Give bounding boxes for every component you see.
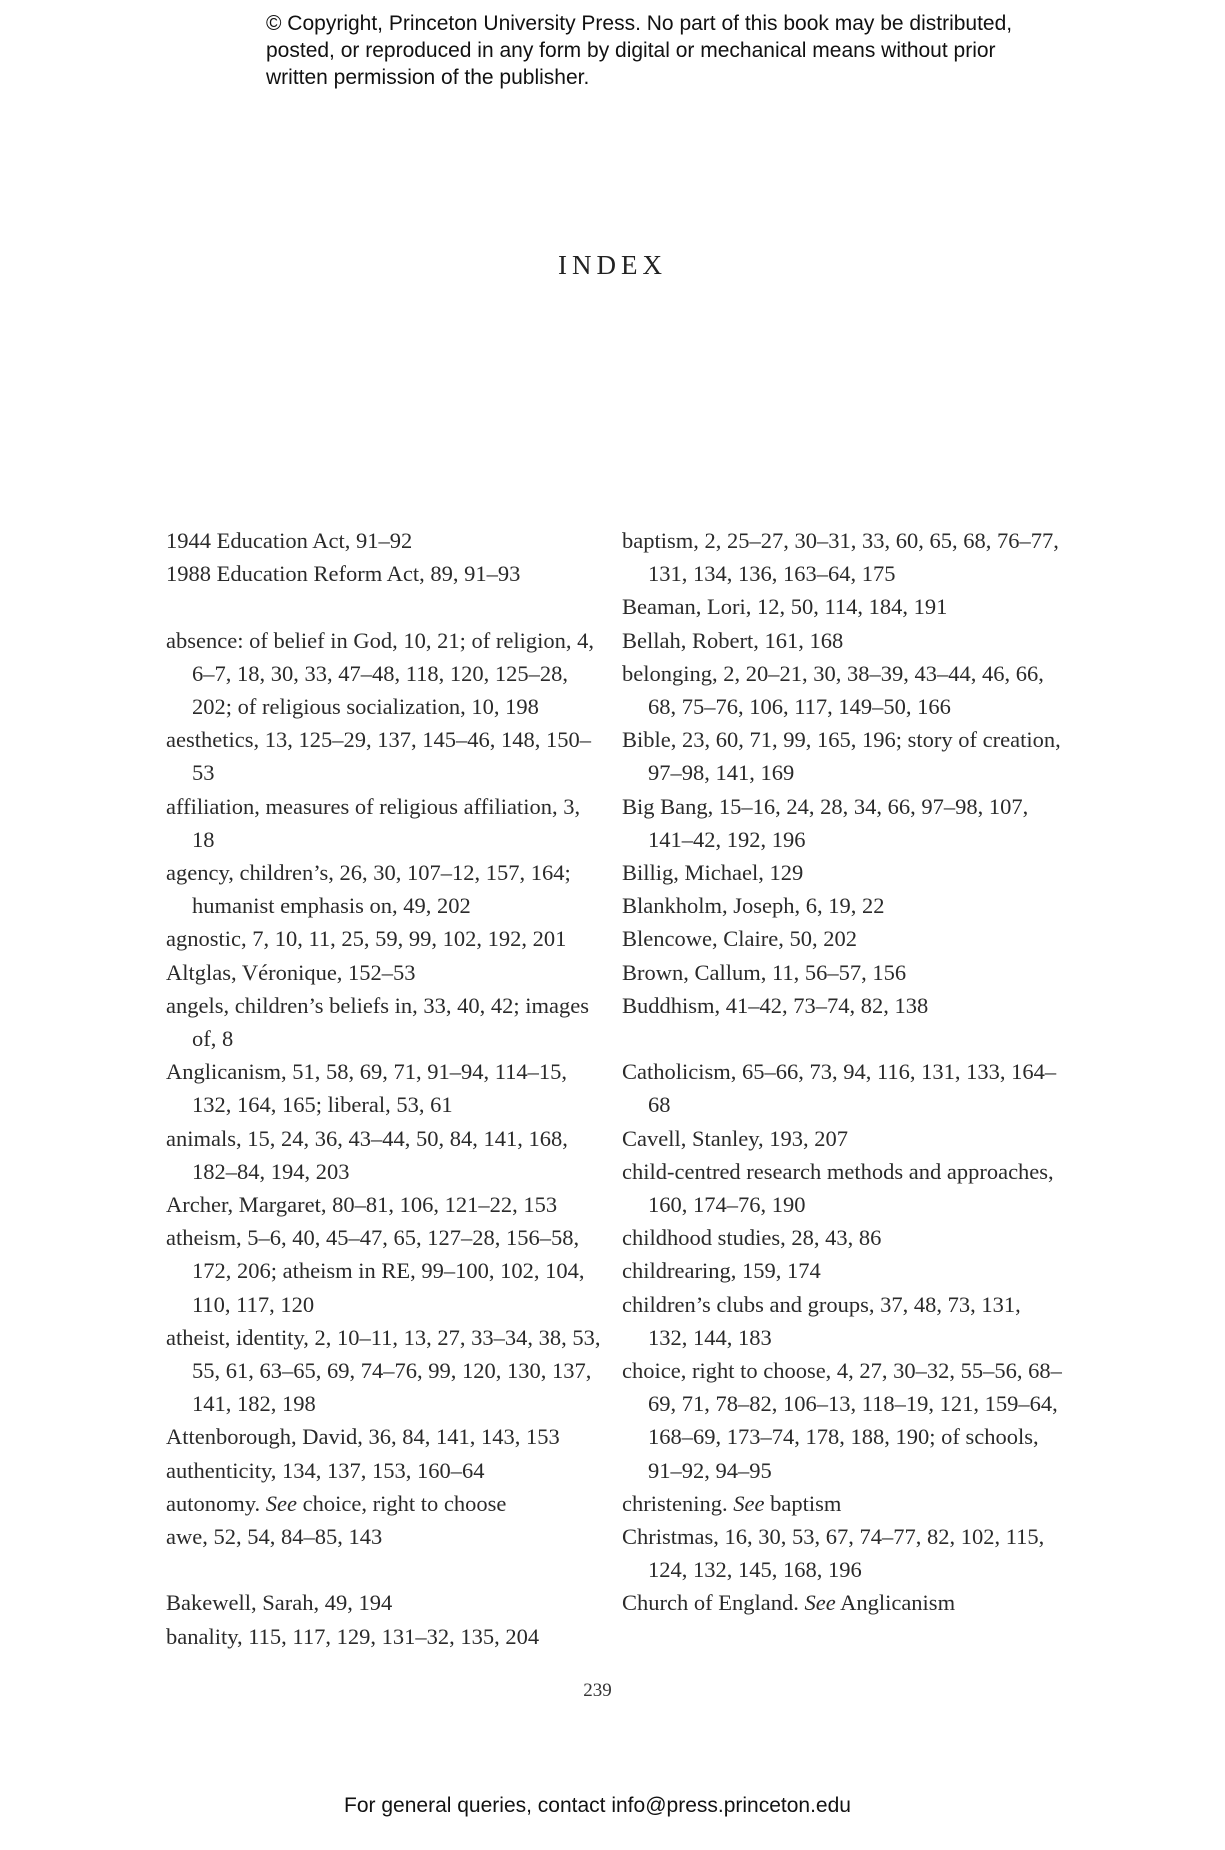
index-entry: agency, children’s, 26, 30, 107–12, 157, 164; humanist emphasis on, 49, 202 <box>166 860 571 919</box>
index-entry: Blankholm, Joseph, 6, 19, 22 <box>622 893 885 919</box>
index-entry-term: autonomy. <box>166 1490 266 1516</box>
index-entry: Altglas, Véronique, 152–53 <box>166 959 416 985</box>
index-entry: Buddhism, 41–42, 73–74, 82, 138 <box>622 992 929 1018</box>
index-entry: child-centred research methods and approaches, 160, 174–76, 190 <box>622 1158 1054 1218</box>
index-entry: Blencowe, Claire, 50, 202 <box>622 926 857 952</box>
index-entry-term: Church of England. <box>622 1590 805 1616</box>
index-entry: awe, 52, 54, 84–85, 143 <box>166 1524 383 1550</box>
index-entry: belonging, 2, 20–21, 30, 38–39, 43–44, 46, 66, 68, 75–76, 106, 117, 149–50, 166 <box>622 660 1044 720</box>
footer-contact: For general queries, contact info@press.princeton.edu <box>344 1794 851 1817</box>
index-entry: Attenborough, David, 36, 84, 141, 143, 153 <box>166 1424 560 1450</box>
index-entry: Billig, Michael, 129 <box>622 860 804 886</box>
index-entry: Bible, 23, 60, 71, 99, 165, 196; story of creation, 97–98, 141, 169 <box>622 727 1061 786</box>
index-entry: childrearing, 159, 174 <box>622 1258 821 1284</box>
index-entry: absence: of belief in God, 10, 21; of religion, 4, 6–7, 18, 30, 33, 47–48, 118, 120, 125–28, 202; of religious socialization, 10, 198 <box>166 627 595 719</box>
index-entry: authenticity, 134, 137, 153, 160–64 <box>166 1457 485 1483</box>
index-entry: agnostic, 7, 10, 11, 25, 59, 99, 102, 192, 201 <box>166 926 567 952</box>
see-reference: See <box>733 1490 765 1516</box>
index-entry: Beaman, Lori, 12, 50, 114, 184, 191 <box>622 594 948 620</box>
index-entry: angels, children’s beliefs in, 33, 40, 42; images of, 8 <box>166 992 590 1052</box>
index-entry: childhood studies, 28, 43, 86 <box>622 1225 882 1251</box>
index-entry: affiliation, measures of religious affiliation, 3, 18 <box>166 793 581 852</box>
index-entry: children’s clubs and groups, 37, 48, 73, 131, 132, 144, 183 <box>622 1291 1021 1350</box>
index-entry: atheist, identity, 2, 10–11, 13, 27, 33–34, 38, 53, 55, 61, 63–65, 69, 74–76, 99, 120, 130, 137, 141, 182, 198 <box>166 1324 601 1417</box>
index-entry: 1944 Education Act, 91–92 <box>166 528 413 553</box>
index-entry: Big Bang, 15–16, 24, 28, 34, 66, 97–98, 107, 141–42, 192, 196 <box>622 793 1029 852</box>
index-column-left <box>166 524 606 1653</box>
section-gap <box>166 590 606 623</box>
copyright-notice: © Copyright, Princeton University Press. No part of this book may be distributed, posted, or reproduced in any form by digital or mechanical means without prior written permission of the publisher. <box>266 12 1013 89</box>
index-entry <box>166 1487 606 1520</box>
index-entry-term: christening. <box>622 1490 734 1516</box>
index-entry: 1988 Education Reform Act, 89, 91–93 <box>166 561 521 587</box>
index-column-right <box>622 524 1062 1620</box>
see-reference: See <box>265 1490 298 1516</box>
index-entry <box>622 1586 1062 1619</box>
see-reference: See <box>804 1590 836 1616</box>
index-entry: baptism, 2, 25–27, 30–31, 33, 60, 65, 68, 76–77, 131, 134, 136, 163–64, 175 <box>622 528 1059 587</box>
index-entry: Catholicism, 65–66, 73, 94, 116, 131, 133, 164–68 <box>622 1059 1057 1118</box>
index-entry: Archer, Margaret, 80–81, 106, 121–22, 153 <box>166 1192 558 1218</box>
index-entry: Brown, Callum, 11, 56–57, 156 <box>622 959 907 985</box>
index-entry: banality, 115, 117, 129, 131–32, 135, 204 <box>166 1623 540 1649</box>
index-entry: atheism, 5–6, 40, 45–47, 65, 127–28, 156–58, 172, 206; atheism in RE, 99–100, 102, 104, 110, 117, 120 <box>166 1225 585 1317</box>
index-entry: Cavell, Stanley, 193, 207 <box>622 1125 849 1151</box>
index-entry <box>622 1487 1062 1520</box>
index-entry-target: baptism <box>764 1490 842 1516</box>
index-entry: Bellah, Robert, 161, 168 <box>622 627 844 653</box>
section-gap <box>622 1022 1062 1055</box>
index-entry-target: Anglicanism <box>835 1590 956 1616</box>
index-entry: choice, right to choose, 4, 27, 30–32, 55–56, 68–69, 71, 78–82, 106–13, 118–19, 121, 159–64, 168–69, 173–74, 178, 188, 190; of schools, 91–92, 94–95 <box>622 1358 1062 1483</box>
index-entry: Christmas, 16, 30, 53, 67, 74–77, 82, 102, 115, 124, 132, 145, 168, 196 <box>622 1524 1045 1583</box>
index-entry: animals, 15, 24, 36, 43–44, 50, 84, 141, 168, 182–84, 194, 203 <box>166 1125 568 1184</box>
index-entry: Bakewell, Sarah, 49, 194 <box>166 1590 393 1616</box>
page-number: 239 <box>583 1680 612 1701</box>
section-gap <box>166 1553 606 1586</box>
index-entry: Anglicanism, 51, 58, 69, 71, 91–94, 114–15, 132, 164, 165; liberal, 53, 61 <box>166 1059 568 1118</box>
page-title: INDEX <box>558 250 667 280</box>
index-entry-target: choice, right to choose <box>297 1490 507 1516</box>
index-entry: aesthetics, 13, 125–29, 137, 145–46, 148, 150–53 <box>166 727 591 786</box>
